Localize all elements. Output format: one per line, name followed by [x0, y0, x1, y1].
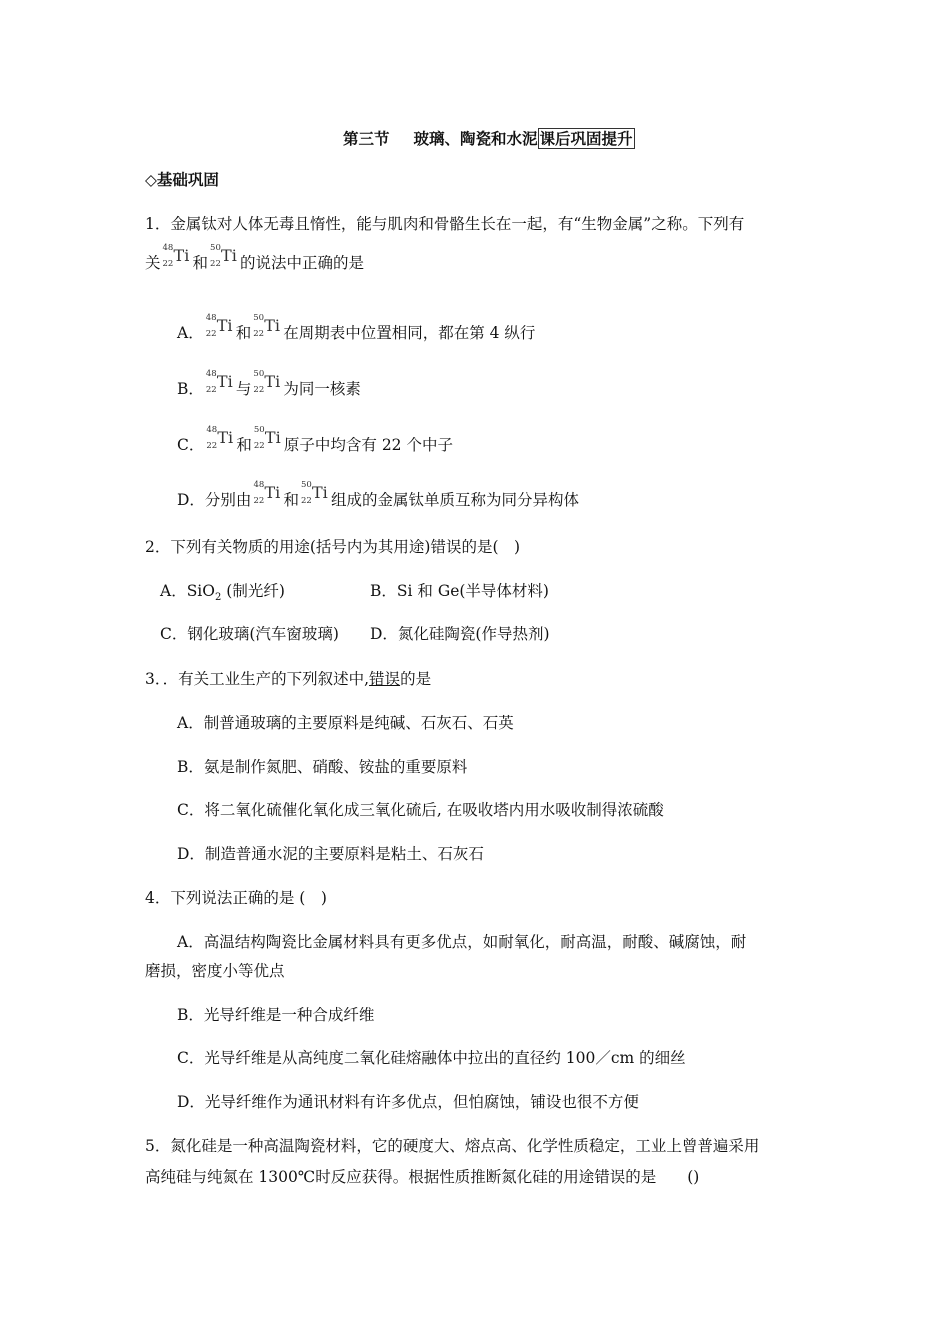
- q1-option-b: B． 48 22 Ti 与 50 22 Ti 为同一核素: [177, 369, 361, 398]
- q1-stem-line2: 关 48 22 Ti 和 50 22 Ti 的说法中正确的是: [145, 243, 365, 272]
- q3-option-a: A．制普通玻璃的主要原料是纯碱、石灰石、石英: [177, 714, 514, 732]
- isotope-ti-50: 50 22 Ti: [253, 369, 281, 395]
- q3-stem: 3．．有关工业生产的下列叙述中,错误的是: [145, 670, 432, 688]
- q4-option-c: C．光导纤维是从高纯度二氧化硅熔融体中拉出的直径约 100／cm 的细丝: [177, 1049, 686, 1067]
- isotope-ti-48: 48 22 Ti: [205, 369, 233, 395]
- q1-option-a: A． 48 22 Ti 和 50 22 Ti 在周期表中位置相同，都在第 4 纵行: [177, 313, 536, 342]
- q2-option-b: B．Si 和 Ge(半导体材料): [370, 582, 549, 600]
- page-title: [343, 127, 635, 149]
- q1-stem-line1: 1．金属钛对人体无毒且惰性，能与肌肉和骨骼生长在一起，有“生物金属”之称。下列有: [145, 215, 745, 233]
- isotope-ti-50: 50 22 Ti: [253, 425, 281, 451]
- section-label: 第三节: [343, 129, 390, 148]
- q1-option-c: C． 48 22 Ti 和 50 22 Ti 原子中均含有 22 个中子: [177, 425, 453, 454]
- q5-stem-line1: 5．氮化硅是一种高温陶瓷材料，它的硬度大、熔点高、化学性质稳定，工业上曾普遍采用: [145, 1137, 760, 1155]
- q3-option-b: B．氨是制作氮肥、硝酸、铵盐的重要原料: [177, 758, 468, 776]
- q4-stem: 4．下列说法正确的是 ( ): [145, 889, 327, 907]
- q4-option-b: B．光导纤维是一种合成纤维: [177, 1006, 375, 1024]
- isotope-ti-48: 48 22 Ti: [162, 243, 190, 269]
- isotope-ti-48: 48 22 Ti: [206, 425, 234, 451]
- isotope-ti-50: 50 22 Ti: [253, 313, 281, 339]
- q3-option-c: C．将二氧化硫催化氧化成三氧化硫后, 在吸收塔内用水吸收制得浓硫酸: [177, 801, 664, 819]
- q2-option-c: C．钢化玻璃(汽车窗玻璃): [160, 625, 339, 643]
- q5-stem-line2: 高纯硅与纯氮在 1300℃时反应获得。根据性质推断氮化硅的用途错误的是 (): [145, 1168, 700, 1186]
- isotope-ti-50: 50 22 Ti: [300, 480, 328, 506]
- topic-label: 玻璃、陶瓷和水泥: [413, 129, 538, 148]
- isotope-ti-48: 48 22 Ti: [253, 480, 281, 506]
- isotope-ti-50: 50 22 Ti: [210, 243, 237, 269]
- q1-option-d: D．分别由 48 22 Ti 和 50 22 Ti 组成的金属钛单质互称为同分异构体: [177, 480, 579, 509]
- boxed-label: 课后巩固提升: [539, 129, 633, 148]
- q3-option-d: D．制造普通水泥的主要原料是粘土、石灰石: [177, 845, 484, 863]
- q2-option-a: A．SiO$_2$ (制光纤): [160, 582, 285, 604]
- q2-stem: 2．下列有关物质的用途(括号内为其用途)错误的是( ): [145, 538, 521, 556]
- q2-option-d: D．氮化硅陶瓷(作导热剂): [370, 625, 550, 643]
- isotope-ti-48: 48 22 Ti: [205, 313, 233, 339]
- q4-option-a-line2: 磨损，密度小等优点: [145, 962, 285, 980]
- section-heading: ◇基础巩固: [145, 170, 219, 189]
- q4-option-d: D．光导纤维作为通讯材料有许多优点，但怕腐蚀，铺设也很不方便: [177, 1093, 639, 1111]
- q4-option-a-line1: A．高温结构陶瓷比金属材料具有更多优点，如耐氧化，耐高温，耐酸、碱腐蚀，耐: [177, 933, 747, 951]
